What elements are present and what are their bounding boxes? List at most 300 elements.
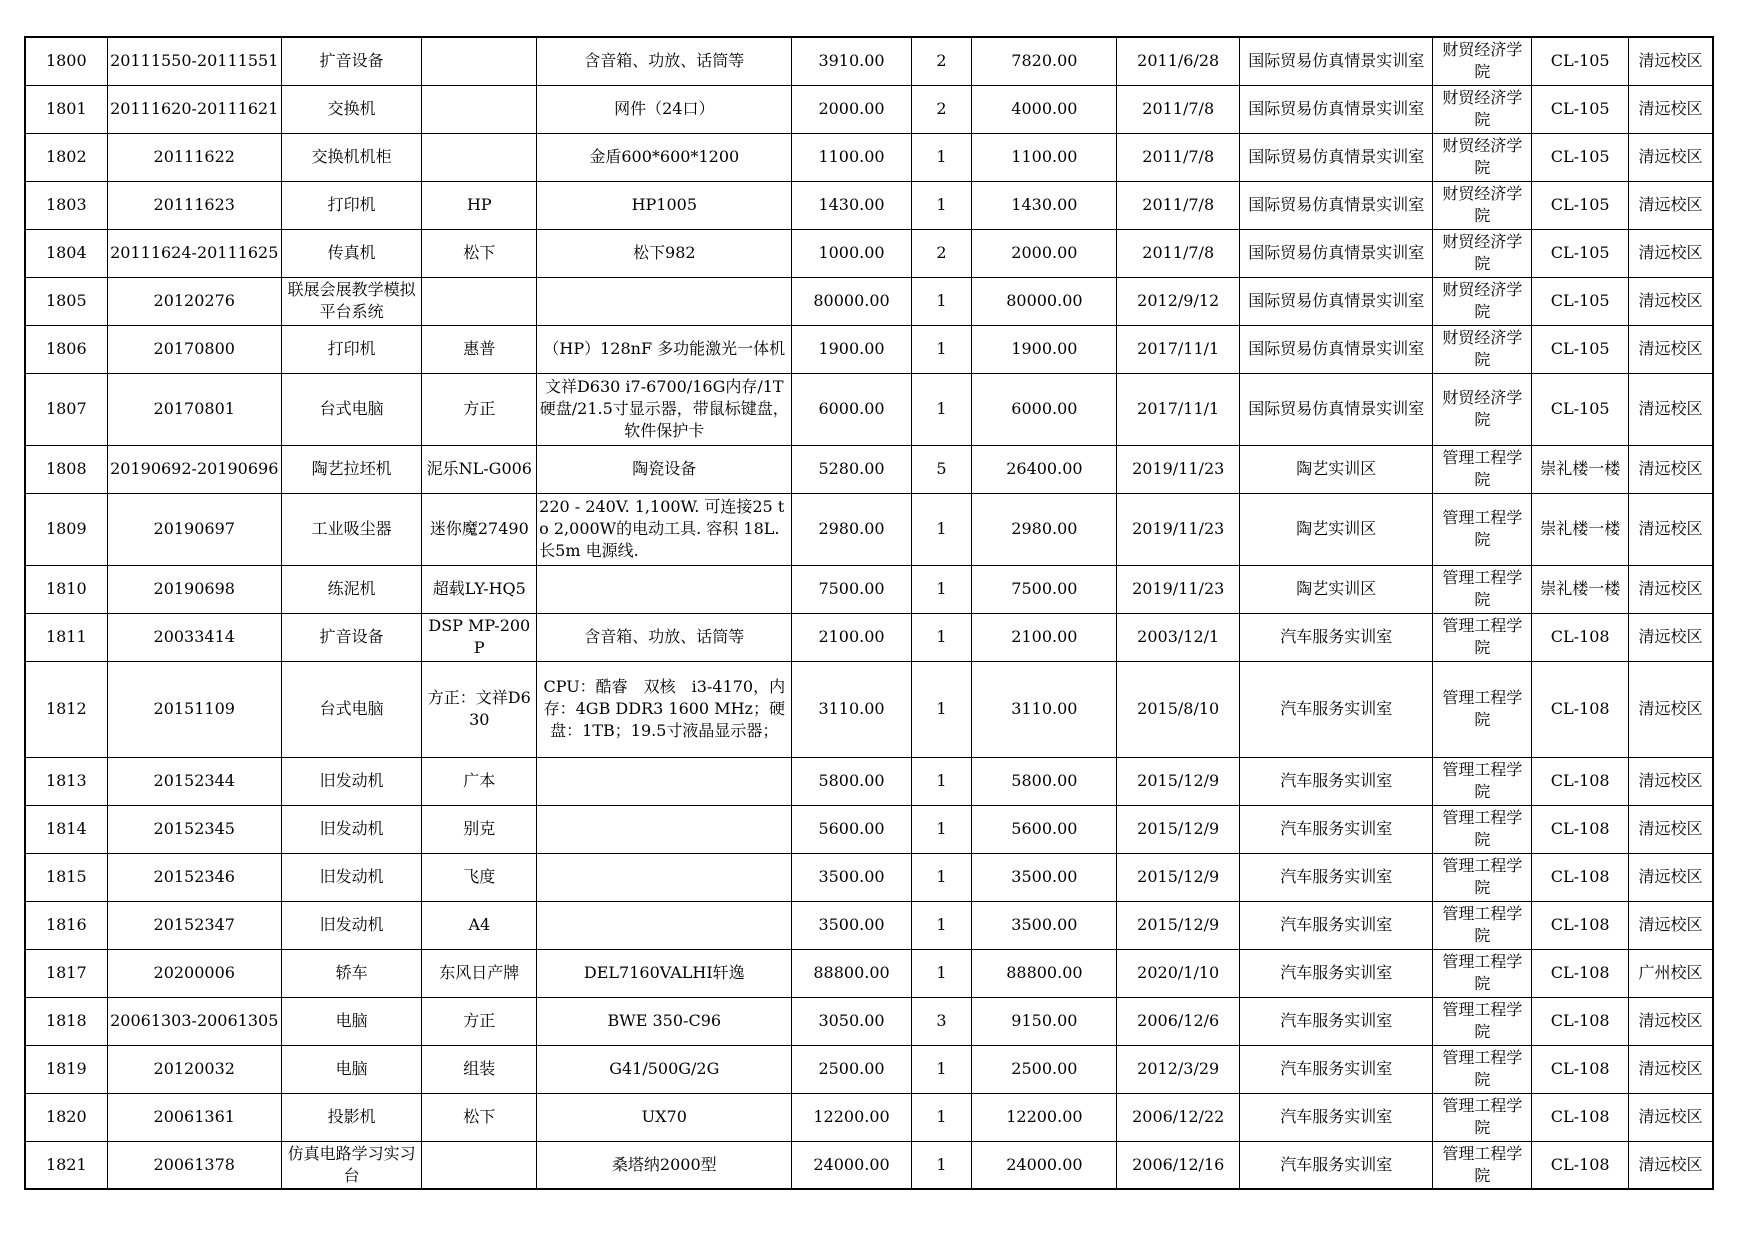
date-cell: 2019/11/23 [1117, 445, 1240, 493]
name-cell: 电脑 [281, 997, 422, 1045]
qty-cell: 1 [911, 613, 972, 661]
unit-price-cell: 5600.00 [792, 805, 911, 853]
location-cell: 陶艺实训区 [1239, 445, 1432, 493]
date-cell: 2015/12/9 [1117, 805, 1240, 853]
department-cell: 管理工程学院 [1433, 901, 1532, 949]
asset-no-cell: 20061378 [107, 1141, 281, 1189]
table-row [25, 853, 1713, 901]
unit-price-cell: 24000.00 [792, 1141, 911, 1189]
room-cell: 崇礼楼一楼 [1532, 493, 1629, 565]
qty-cell: 1 [911, 1141, 972, 1189]
date-cell: 2017/11/1 [1117, 373, 1240, 445]
campus-cell: 清远校区 [1629, 661, 1713, 757]
room-cell: CL-105 [1532, 133, 1629, 181]
asset-table [24, 36, 1714, 1190]
brand-cell: 迷你魔27490 [422, 493, 537, 565]
name-cell: 扩音设备 [281, 613, 422, 661]
brand-cell: 方正 [422, 373, 537, 445]
name-cell: 旧发动机 [281, 853, 422, 901]
name-cell: 投影机 [281, 1093, 422, 1141]
qty-cell: 5 [911, 445, 972, 493]
campus-cell: 清远校区 [1629, 85, 1713, 133]
qty-cell: 1 [911, 373, 972, 445]
brand-cell [422, 1141, 537, 1189]
room-cell: CL-108 [1532, 997, 1629, 1045]
qty-cell: 3 [911, 997, 972, 1045]
name-cell: 传真机 [281, 229, 422, 277]
amount-cell: 80000.00 [972, 277, 1117, 325]
table-row [25, 901, 1713, 949]
campus-cell: 清远校区 [1629, 997, 1713, 1045]
asset-no-cell: 20120032 [107, 1045, 281, 1093]
amount-cell: 12200.00 [972, 1093, 1117, 1141]
asset-no-cell: 20120276 [107, 277, 281, 325]
location-cell: 汽车服务实训室 [1239, 901, 1432, 949]
asset-no-cell: 20061303-20061305 [107, 997, 281, 1045]
qty-cell: 1 [911, 805, 972, 853]
spec-cell: （HP）128nF 多功能激光一体机 [537, 325, 792, 373]
qty-cell: 1 [911, 1045, 972, 1093]
name-cell: 打印机 [281, 181, 422, 229]
brand-cell: 松下 [422, 229, 537, 277]
amount-cell: 3110.00 [972, 661, 1117, 757]
unit-price-cell: 1900.00 [792, 325, 911, 373]
name-cell: 仿真电路学习实习台 [281, 1141, 422, 1189]
seq-cell: 1811 [25, 613, 107, 661]
unit-price-cell: 1000.00 [792, 229, 911, 277]
amount-cell: 88800.00 [972, 949, 1117, 997]
department-cell: 管理工程学院 [1433, 1045, 1532, 1093]
location-cell: 汽车服务实训室 [1239, 805, 1432, 853]
brand-cell: 别克 [422, 805, 537, 853]
seq-cell: 1803 [25, 181, 107, 229]
amount-cell: 1430.00 [972, 181, 1117, 229]
date-cell: 2015/12/9 [1117, 853, 1240, 901]
location-cell: 国际贸易仿真情景实训室 [1239, 229, 1432, 277]
asset-no-cell: 20170801 [107, 373, 281, 445]
department-cell: 财贸经济学院 [1433, 325, 1532, 373]
name-cell: 工业吸尘器 [281, 493, 422, 565]
campus-cell: 清远校区 [1629, 757, 1713, 805]
department-cell: 管理工程学院 [1433, 661, 1532, 757]
seq-cell: 1805 [25, 277, 107, 325]
campus-cell: 清远校区 [1629, 229, 1713, 277]
department-cell: 财贸经济学院 [1433, 181, 1532, 229]
name-cell: 旧发动机 [281, 757, 422, 805]
date-cell: 2012/3/29 [1117, 1045, 1240, 1093]
location-cell: 汽车服务实训室 [1239, 949, 1432, 997]
amount-cell: 5800.00 [972, 757, 1117, 805]
amount-cell: 3500.00 [972, 853, 1117, 901]
seq-cell: 1812 [25, 661, 107, 757]
amount-cell: 7820.00 [972, 37, 1117, 85]
department-cell: 管理工程学院 [1433, 949, 1532, 997]
unit-price-cell: 6000.00 [792, 373, 911, 445]
table-row [25, 37, 1713, 85]
seq-cell: 1815 [25, 853, 107, 901]
brand-cell [422, 85, 537, 133]
location-cell: 国际贸易仿真情景实训室 [1239, 133, 1432, 181]
unit-price-cell: 5280.00 [792, 445, 911, 493]
campus-cell: 清远校区 [1629, 805, 1713, 853]
department-cell: 财贸经济学院 [1433, 85, 1532, 133]
amount-cell: 2100.00 [972, 613, 1117, 661]
department-cell: 管理工程学院 [1433, 997, 1532, 1045]
department-cell: 管理工程学院 [1433, 853, 1532, 901]
spec-cell: BWE 350-C96 [537, 997, 792, 1045]
campus-cell: 清远校区 [1629, 133, 1713, 181]
date-cell: 2003/12/1 [1117, 613, 1240, 661]
unit-price-cell: 3500.00 [792, 901, 911, 949]
brand-cell [422, 277, 537, 325]
room-cell: CL-105 [1532, 229, 1629, 277]
asset-no-cell: 20151109 [107, 661, 281, 757]
seq-cell: 1813 [25, 757, 107, 805]
location-cell: 国际贸易仿真情景实训室 [1239, 181, 1432, 229]
location-cell: 国际贸易仿真情景实训室 [1239, 373, 1432, 445]
brand-cell: 方正 [422, 997, 537, 1045]
campus-cell: 清远校区 [1629, 901, 1713, 949]
qty-cell: 1 [911, 901, 972, 949]
location-cell: 国际贸易仿真情景实训室 [1239, 277, 1432, 325]
seq-cell: 1814 [25, 805, 107, 853]
seq-cell: 1809 [25, 493, 107, 565]
location-cell: 汽车服务实训室 [1239, 757, 1432, 805]
brand-cell: 惠普 [422, 325, 537, 373]
spec-cell: G41/500G/2G [537, 1045, 792, 1093]
room-cell: CL-105 [1532, 277, 1629, 325]
seq-cell: 1800 [25, 37, 107, 85]
campus-cell: 清远校区 [1629, 1093, 1713, 1141]
name-cell: 台式电脑 [281, 373, 422, 445]
asset-no-cell: 20190692-20190696 [107, 445, 281, 493]
location-cell: 国际贸易仿真情景实训室 [1239, 37, 1432, 85]
table-row [25, 565, 1713, 613]
location-cell: 汽车服务实训室 [1239, 1045, 1432, 1093]
amount-cell: 3500.00 [972, 901, 1117, 949]
asset-no-cell: 20152347 [107, 901, 281, 949]
name-cell: 电脑 [281, 1045, 422, 1093]
date-cell: 2011/7/8 [1117, 181, 1240, 229]
table-row [25, 133, 1713, 181]
department-cell: 管理工程学院 [1433, 493, 1532, 565]
campus-cell: 清远校区 [1629, 373, 1713, 445]
seq-cell: 1818 [25, 997, 107, 1045]
unit-price-cell: 1430.00 [792, 181, 911, 229]
location-cell: 汽车服务实训室 [1239, 853, 1432, 901]
campus-cell: 清远校区 [1629, 277, 1713, 325]
campus-cell: 清远校区 [1629, 37, 1713, 85]
room-cell: CL-108 [1532, 1141, 1629, 1189]
table-row [25, 661, 1713, 757]
room-cell: CL-108 [1532, 613, 1629, 661]
name-cell: 陶艺拉坯机 [281, 445, 422, 493]
department-cell: 财贸经济学院 [1433, 37, 1532, 85]
seq-cell: 1808 [25, 445, 107, 493]
unit-price-cell: 12200.00 [792, 1093, 911, 1141]
room-cell: 崇礼楼一楼 [1532, 565, 1629, 613]
room-cell: CL-108 [1532, 1093, 1629, 1141]
unit-price-cell: 3910.00 [792, 37, 911, 85]
spec-cell: 松下982 [537, 229, 792, 277]
spec-cell [537, 853, 792, 901]
department-cell: 管理工程学院 [1433, 445, 1532, 493]
department-cell: 管理工程学院 [1433, 1141, 1532, 1189]
date-cell: 2011/7/8 [1117, 133, 1240, 181]
spec-cell [537, 805, 792, 853]
qty-cell: 1 [911, 853, 972, 901]
room-cell: 崇礼楼一楼 [1532, 445, 1629, 493]
spec-cell: 网件（24口） [537, 85, 792, 133]
unit-price-cell: 2980.00 [792, 493, 911, 565]
department-cell: 财贸经济学院 [1433, 133, 1532, 181]
date-cell: 2006/12/22 [1117, 1093, 1240, 1141]
spec-cell [537, 901, 792, 949]
amount-cell: 6000.00 [972, 373, 1117, 445]
campus-cell: 清远校区 [1629, 493, 1713, 565]
date-cell: 2012/9/12 [1117, 277, 1240, 325]
asset-no-cell: 20111623 [107, 181, 281, 229]
name-cell: 交换机机柜 [281, 133, 422, 181]
asset-no-cell: 20190698 [107, 565, 281, 613]
spec-cell: 桑塔纳2000型 [537, 1141, 792, 1189]
asset-no-cell: 20111624-20111625 [107, 229, 281, 277]
brand-cell: 松下 [422, 1093, 537, 1141]
unit-price-cell: 1100.00 [792, 133, 911, 181]
spec-cell [537, 565, 792, 613]
room-cell: CL-108 [1532, 757, 1629, 805]
name-cell: 练泥机 [281, 565, 422, 613]
name-cell: 打印机 [281, 325, 422, 373]
date-cell: 2011/7/8 [1117, 85, 1240, 133]
department-cell: 财贸经济学院 [1433, 373, 1532, 445]
name-cell: 旧发动机 [281, 901, 422, 949]
department-cell: 管理工程学院 [1433, 1093, 1532, 1141]
date-cell: 2019/11/23 [1117, 565, 1240, 613]
asset-no-cell: 20111622 [107, 133, 281, 181]
asset-no-cell: 20200006 [107, 949, 281, 997]
qty-cell: 1 [911, 325, 972, 373]
room-cell: CL-108 [1532, 661, 1629, 757]
unit-price-cell: 5800.00 [792, 757, 911, 805]
date-cell: 2015/12/9 [1117, 757, 1240, 805]
seq-cell: 1806 [25, 325, 107, 373]
qty-cell: 2 [911, 229, 972, 277]
room-cell: CL-105 [1532, 85, 1629, 133]
brand-cell: 方正：文祥D630 [422, 661, 537, 757]
seq-cell: 1802 [25, 133, 107, 181]
table-row [25, 181, 1713, 229]
name-cell: 台式电脑 [281, 661, 422, 757]
spec-cell [537, 277, 792, 325]
brand-cell: HP [422, 181, 537, 229]
spec-cell: 含音箱、功放、话筒等 [537, 37, 792, 85]
room-cell: CL-108 [1532, 949, 1629, 997]
date-cell: 2011/7/8 [1117, 229, 1240, 277]
amount-cell: 9150.00 [972, 997, 1117, 1045]
campus-cell: 清远校区 [1629, 1141, 1713, 1189]
brand-cell: 组装 [422, 1045, 537, 1093]
table-row [25, 1141, 1713, 1189]
location-cell: 国际贸易仿真情景实训室 [1239, 85, 1432, 133]
seq-cell: 1821 [25, 1141, 107, 1189]
table-row [25, 277, 1713, 325]
unit-price-cell: 3110.00 [792, 661, 911, 757]
campus-cell: 清远校区 [1629, 853, 1713, 901]
brand-cell: 广本 [422, 757, 537, 805]
amount-cell: 7500.00 [972, 565, 1117, 613]
unit-price-cell: 2000.00 [792, 85, 911, 133]
asset-sheet [24, 36, 1714, 1190]
room-cell: CL-108 [1532, 853, 1629, 901]
table-row [25, 85, 1713, 133]
seq-cell: 1810 [25, 565, 107, 613]
amount-cell: 2000.00 [972, 229, 1117, 277]
seq-cell: 1817 [25, 949, 107, 997]
campus-cell: 清远校区 [1629, 181, 1713, 229]
location-cell: 汽车服务实训室 [1239, 997, 1432, 1045]
location-cell: 汽车服务实训室 [1239, 661, 1432, 757]
asset-no-cell: 20190697 [107, 493, 281, 565]
brand-cell: 超载LY-HQ5 [422, 565, 537, 613]
campus-cell: 清远校区 [1629, 613, 1713, 661]
brand-cell: 东风日产牌 [422, 949, 537, 997]
amount-cell: 5600.00 [972, 805, 1117, 853]
qty-cell: 2 [911, 37, 972, 85]
seq-cell: 1807 [25, 373, 107, 445]
asset-no-cell: 20111550-20111551 [107, 37, 281, 85]
unit-price-cell: 3500.00 [792, 853, 911, 901]
spec-cell: 陶瓷设备 [537, 445, 792, 493]
qty-cell: 1 [911, 757, 972, 805]
asset-no-cell: 20061361 [107, 1093, 281, 1141]
qty-cell: 1 [911, 277, 972, 325]
department-cell: 管理工程学院 [1433, 613, 1532, 661]
location-cell: 汽车服务实训室 [1239, 1141, 1432, 1189]
qty-cell: 1 [911, 133, 972, 181]
date-cell: 2006/12/16 [1117, 1141, 1240, 1189]
brand-cell: 飞度 [422, 853, 537, 901]
campus-cell: 广州校区 [1629, 949, 1713, 997]
table-row [25, 373, 1713, 445]
spec-cell: UX70 [537, 1093, 792, 1141]
name-cell: 轿车 [281, 949, 422, 997]
department-cell: 财贸经济学院 [1433, 277, 1532, 325]
date-cell: 2020/1/10 [1117, 949, 1240, 997]
location-cell: 汽车服务实训室 [1239, 1093, 1432, 1141]
table-row [25, 1093, 1713, 1141]
room-cell: CL-108 [1532, 805, 1629, 853]
location-cell: 国际贸易仿真情景实训室 [1239, 325, 1432, 373]
asset-no-cell: 20111620-20111621 [107, 85, 281, 133]
spec-cell: 文祥D630 i7-6700/16G内存/1T硬盘/21.5寸显示器，带鼠标键盘，软件保护卡 [537, 373, 792, 445]
spec-cell: DEL7160VALHI轩逸 [537, 949, 792, 997]
campus-cell: 清远校区 [1629, 1045, 1713, 1093]
unit-price-cell: 2100.00 [792, 613, 911, 661]
location-cell: 汽车服务实训室 [1239, 613, 1432, 661]
amount-cell: 2500.00 [972, 1045, 1117, 1093]
location-cell: 陶艺实训区 [1239, 493, 1432, 565]
amount-cell: 1900.00 [972, 325, 1117, 373]
asset-no-cell: 20152346 [107, 853, 281, 901]
qty-cell: 1 [911, 181, 972, 229]
department-cell: 财贸经济学院 [1433, 229, 1532, 277]
brand-cell [422, 133, 537, 181]
room-cell: CL-108 [1532, 901, 1629, 949]
qty-cell: 1 [911, 949, 972, 997]
room-cell: CL-105 [1532, 373, 1629, 445]
table-row [25, 229, 1713, 277]
spec-cell: HP1005 [537, 181, 792, 229]
room-cell: CL-105 [1532, 325, 1629, 373]
campus-cell: 清远校区 [1629, 565, 1713, 613]
qty-cell: 1 [911, 661, 972, 757]
spec-cell: 含音箱、功放、话筒等 [537, 613, 792, 661]
asset-no-cell: 20170800 [107, 325, 281, 373]
name-cell: 扩音设备 [281, 37, 422, 85]
table-row [25, 445, 1713, 493]
table-row [25, 805, 1713, 853]
date-cell: 2015/8/10 [1117, 661, 1240, 757]
amount-cell: 4000.00 [972, 85, 1117, 133]
amount-cell: 26400.00 [972, 445, 1117, 493]
asset-no-cell: 20152344 [107, 757, 281, 805]
amount-cell: 1100.00 [972, 133, 1117, 181]
table-row [25, 325, 1713, 373]
table-row [25, 997, 1713, 1045]
date-cell: 2019/11/23 [1117, 493, 1240, 565]
qty-cell: 1 [911, 565, 972, 613]
seq-cell: 1819 [25, 1045, 107, 1093]
department-cell: 管理工程学院 [1433, 805, 1532, 853]
table-body [25, 37, 1713, 1189]
table-row [25, 949, 1713, 997]
department-cell: 管理工程学院 [1433, 565, 1532, 613]
asset-no-cell: 20033414 [107, 613, 281, 661]
seq-cell: 1820 [25, 1093, 107, 1141]
seq-cell: 1804 [25, 229, 107, 277]
brand-cell: A4 [422, 901, 537, 949]
name-cell: 联展会展教学模拟平台系统 [281, 277, 422, 325]
brand-cell: 泥乐NL-G006 [422, 445, 537, 493]
room-cell: CL-105 [1532, 37, 1629, 85]
spec-cell: CPU：酷睿 双核 i3-4170，内存：4GB DDR3 1600 MHz；硬盘：1TB；19.5寸液晶显示器； [537, 661, 792, 757]
table-row [25, 493, 1713, 565]
amount-cell: 24000.00 [972, 1141, 1117, 1189]
unit-price-cell: 2500.00 [792, 1045, 911, 1093]
table-row [25, 613, 1713, 661]
asset-no-cell: 20152345 [107, 805, 281, 853]
room-cell: CL-108 [1532, 1045, 1629, 1093]
name-cell: 旧发动机 [281, 805, 422, 853]
unit-price-cell: 3050.00 [792, 997, 911, 1045]
unit-price-cell: 7500.00 [792, 565, 911, 613]
qty-cell: 1 [911, 1093, 972, 1141]
brand-cell [422, 37, 537, 85]
brand-cell: DSP MP-200P [422, 613, 537, 661]
table-row [25, 757, 1713, 805]
spec-cell [537, 757, 792, 805]
campus-cell: 清远校区 [1629, 325, 1713, 373]
unit-price-cell: 80000.00 [792, 277, 911, 325]
spec-cell: 金盾600*600*1200 [537, 133, 792, 181]
qty-cell: 1 [911, 493, 972, 565]
seq-cell: 1801 [25, 85, 107, 133]
room-cell: CL-105 [1532, 181, 1629, 229]
department-cell: 管理工程学院 [1433, 757, 1532, 805]
spec-cell: 220 - 240V. 1,100W. 可连接25 to 2,000W的电动工具. 容积 18L. 长5m 电源线. [537, 493, 792, 565]
location-cell: 陶艺实训区 [1239, 565, 1432, 613]
